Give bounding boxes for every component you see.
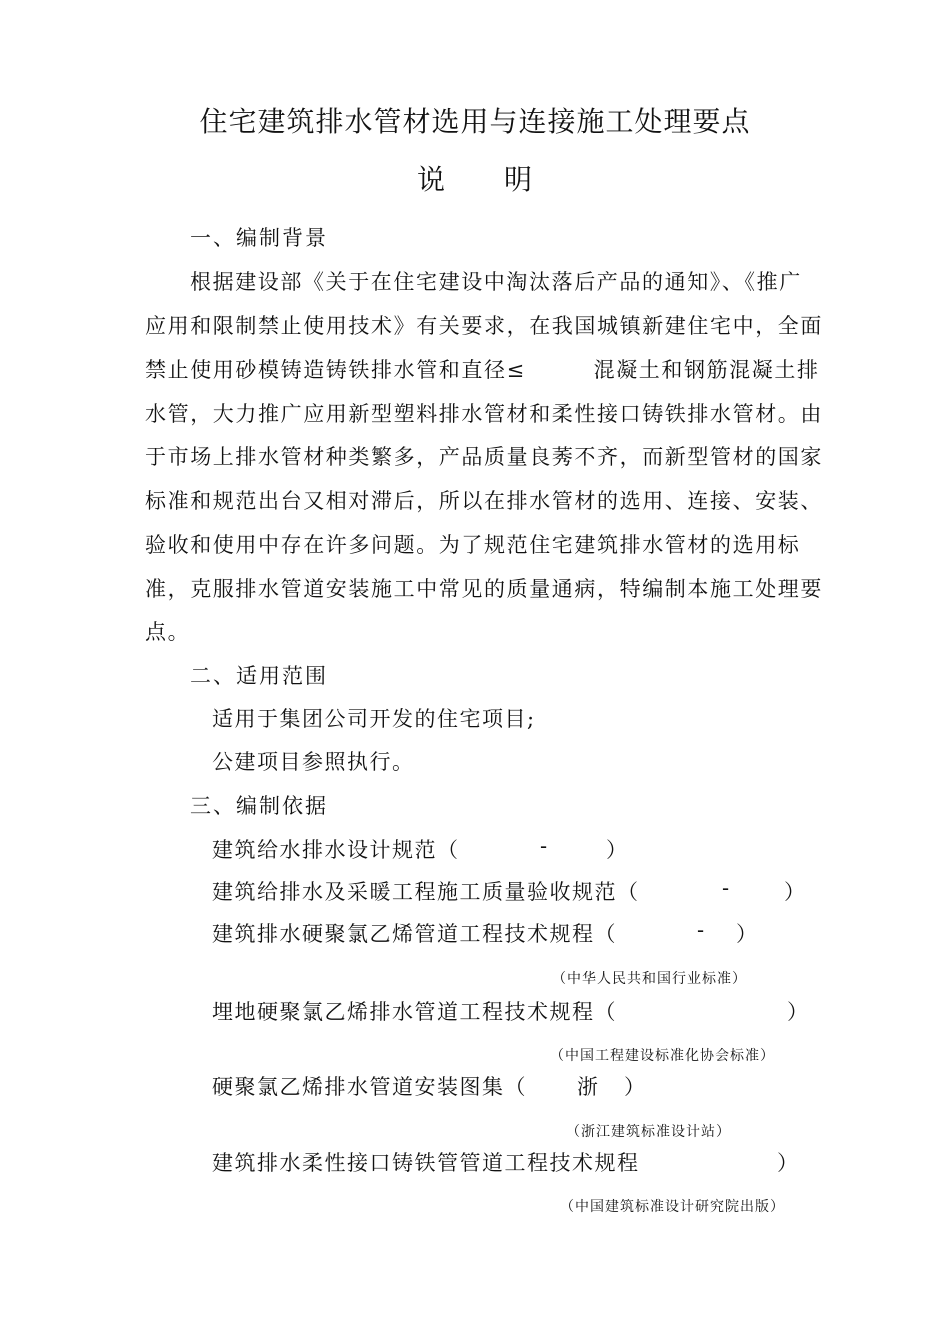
reference-number-dash: -	[697, 918, 705, 942]
section-heading-background: 一、编制背景	[190, 226, 328, 250]
reference-name: 硬聚氯乙烯排水管道安装图集（	[212, 1075, 527, 1099]
reference-close-paren: ）	[624, 1075, 645, 1099]
paragraph-line: 水管，大力推广应用新型塑料排水管材和柔性接口铸铁排水管材。由	[145, 402, 823, 426]
paragraph-line: 标准和规范出台又相对滞后，所以在排水管材的选用、连接、安装、	[145, 489, 823, 513]
reference-close-paren: ）	[784, 880, 805, 904]
reference-close-paren: ）	[777, 1151, 798, 1175]
reference-publisher: （中华人民共和国行业标准）	[552, 971, 747, 987]
paragraph-line: 于市场上排水管材种类繁多，产品质量良莠不齐，而新型管材的国家	[145, 445, 823, 469]
scope-line: 公建项目参照执行。	[212, 750, 415, 774]
paragraph-line: 禁止使用砂模铸造铸铁排水管和直径≤ 混凝土和钢筋混凝土排	[145, 358, 820, 382]
paragraph-line: 根据建设部《关于在住宅建设中淘汰落后产品的通知》、《推广	[190, 270, 802, 294]
reference-name: 建筑给排水及采暖工程施工质量验收规范（	[212, 880, 640, 904]
paragraph-line: 应用和限制禁止使用技术》有关要求，在我国城镇新建住宅中，全面	[145, 314, 823, 338]
reference-close-paren: ）	[736, 922, 757, 946]
section-heading-basis: 三、编制依据	[190, 794, 328, 818]
document-subtitle: 说 明	[416, 163, 533, 196]
document-title: 住宅建筑排水管材选用与连接施工处理要点	[199, 105, 751, 138]
paragraph-line: 点。	[145, 620, 191, 644]
reference-publisher: （中国建筑标准设计研究院出版）	[560, 1199, 785, 1215]
reference-number-dash: -	[722, 876, 730, 900]
reference-name: 埋地硬聚氯乙烯排水管道工程技术规程（	[212, 1000, 617, 1024]
scope-line: 适用于集团公司开发的住宅项目;	[212, 707, 536, 731]
reference-close-paren: ）	[606, 838, 627, 862]
section-heading-scope: 二、适用范围	[190, 664, 328, 688]
reference-publisher: （中国工程建设标准化协会标准）	[550, 1048, 775, 1064]
reference-publisher: （浙江建筑标准设计站）	[566, 1124, 731, 1140]
paragraph-line: 验收和使用中存在许多问题。为了规范住宅建筑排水管材的选用标	[145, 533, 801, 557]
reference-name: 建筑排水柔性接口铸铁管管道工程技术规程	[212, 1151, 640, 1175]
reference-close-paren: ）	[787, 1000, 808, 1024]
reference-name: 建筑给水排水设计规范（	[212, 838, 460, 862]
reference-number-dash: -	[540, 834, 548, 858]
reference-name: 建筑排水硬聚氯乙烯管道工程技术规程（	[212, 922, 617, 946]
paragraph-line: 准，克服排水管道安装施工中常见的质量通病，特编制本施工处理要	[145, 577, 823, 601]
reference-number-prefix: 浙	[577, 1075, 598, 1099]
